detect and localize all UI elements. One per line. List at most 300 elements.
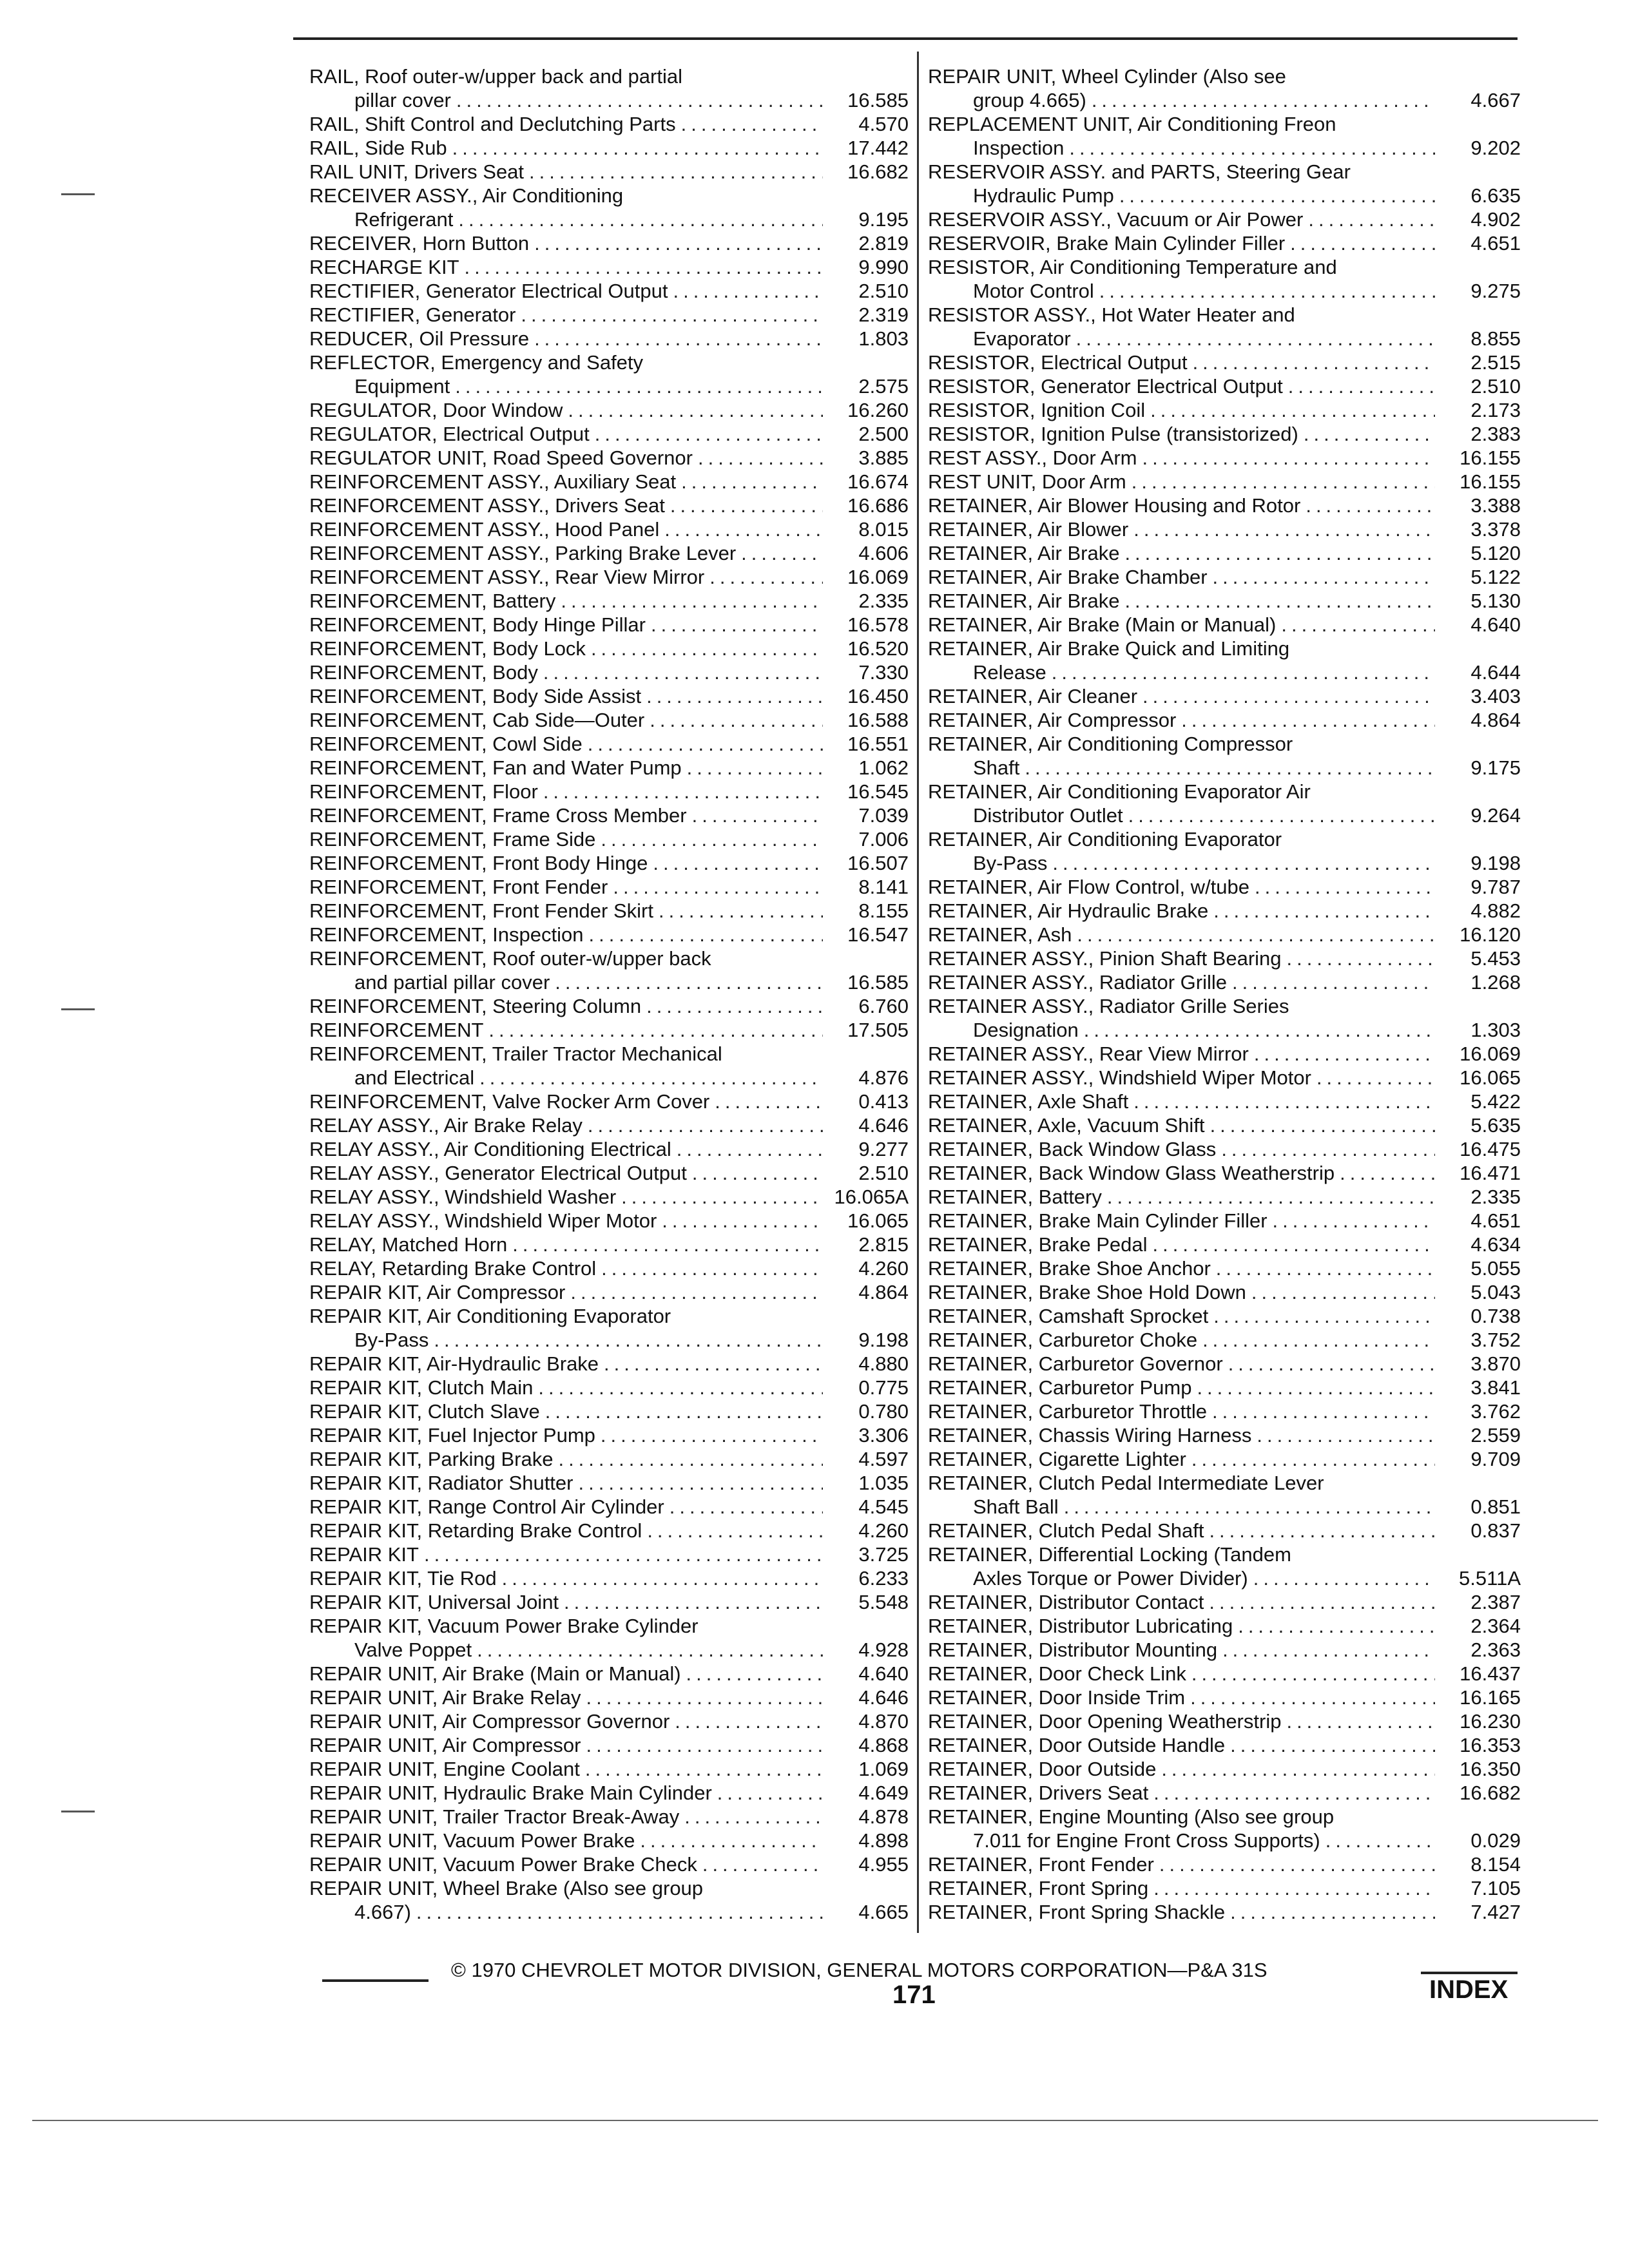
entry-reference: 6.233 bbox=[858, 1567, 909, 1590]
index-entry bbox=[309, 1352, 909, 1376]
entry-reference: 9.202 bbox=[1470, 137, 1521, 159]
entry-name: REPAIR KIT, Fuel Injector Pump bbox=[309, 1424, 595, 1446]
index-entry bbox=[309, 1733, 909, 1757]
dot-leader bbox=[1064, 1495, 1435, 1519]
dot-leader bbox=[646, 994, 823, 1018]
index-entry bbox=[928, 1662, 1521, 1686]
entry-name: REINFORCEMENT, Valve Rocker Arm Cover bbox=[309, 1090, 710, 1113]
dot-leader bbox=[664, 517, 823, 541]
index-entry bbox=[309, 1805, 909, 1829]
dot-leader bbox=[1209, 1590, 1435, 1614]
index-entry bbox=[928, 1614, 1521, 1638]
entry-reference: 1.069 bbox=[858, 1758, 909, 1780]
dot-leader bbox=[1273, 1209, 1435, 1233]
entry-name: RETAINER, Air Brake bbox=[928, 542, 1120, 564]
entry-name: REDUCER, Oil Pressure bbox=[309, 327, 530, 350]
entry-reference: 4.864 bbox=[1470, 709, 1521, 731]
index-entry bbox=[928, 1542, 1521, 1590]
dot-leader bbox=[545, 1399, 823, 1423]
entry-name: Motor Control bbox=[973, 280, 1094, 302]
dot-leader bbox=[434, 1328, 823, 1352]
dot-leader bbox=[670, 494, 823, 517]
dot-leader bbox=[588, 1113, 823, 1137]
dot-leader bbox=[673, 279, 823, 303]
dot-leader bbox=[1133, 517, 1435, 541]
entry-reference: 2.510 bbox=[1470, 375, 1521, 398]
entry-reference: 2.335 bbox=[858, 590, 909, 612]
entry-name: RECTIFIER, Generator Electrical Output bbox=[309, 280, 668, 302]
entry-reference: 5.122 bbox=[1470, 566, 1521, 588]
entry-reference: 5.548 bbox=[858, 1591, 909, 1613]
entry-reference: 16.507 bbox=[847, 852, 909, 874]
entry-name: RETAINER, Chassis Wiring Harness bbox=[928, 1424, 1252, 1446]
dot-leader bbox=[662, 1209, 823, 1233]
entry-name: REINFORCEMENT ASSY., Rear View Mirror bbox=[309, 566, 705, 588]
entry-reference: 9.277 bbox=[858, 1138, 909, 1160]
dot-leader bbox=[687, 756, 823, 780]
index-column-right bbox=[928, 64, 1521, 1924]
entry-reference: 16.551 bbox=[847, 733, 909, 755]
entry-name: group 4.665) bbox=[973, 89, 1086, 111]
dot-leader bbox=[1124, 541, 1435, 565]
entry-reference: 4.651 bbox=[1470, 1209, 1521, 1232]
index-entry bbox=[928, 446, 1521, 470]
dot-leader bbox=[741, 541, 823, 565]
index-entry bbox=[309, 1829, 909, 1852]
entry-reference: 4.868 bbox=[858, 1734, 909, 1756]
dot-leader bbox=[1222, 1638, 1435, 1662]
entry-reference: 3.762 bbox=[1470, 1400, 1521, 1423]
dot-leader bbox=[646, 684, 823, 708]
dot-leader bbox=[1213, 899, 1435, 923]
entry-name: REINFORCEMENT, Steering Column bbox=[309, 995, 642, 1017]
index-entry bbox=[309, 398, 909, 422]
dot-leader bbox=[1209, 1519, 1435, 1542]
entry-name: Equipment bbox=[354, 375, 450, 398]
entry-reference: 16.120 bbox=[1460, 923, 1521, 946]
index-entry bbox=[309, 589, 909, 613]
dot-leader bbox=[1287, 947, 1435, 970]
entry-reference: 16.230 bbox=[1460, 1710, 1521, 1733]
entry-reference: 9.787 bbox=[1470, 876, 1521, 898]
dot-leader bbox=[1325, 1829, 1435, 1852]
index-entry bbox=[928, 1852, 1521, 1876]
index-entry bbox=[309, 1519, 909, 1542]
entry-reference: 16.069 bbox=[847, 566, 909, 588]
index-entry bbox=[928, 875, 1521, 899]
entry-name: RETAINER, Back Window Glass bbox=[928, 1138, 1217, 1160]
dot-leader bbox=[1230, 1900, 1435, 1924]
dot-leader bbox=[1306, 494, 1435, 517]
entry-reference: 7.427 bbox=[1470, 1901, 1521, 1923]
entry-name: 7.011 for Engine Front Cross Supports) bbox=[973, 1829, 1320, 1852]
entry-name: REINFORCEMENT, Body Side Assist bbox=[309, 685, 642, 707]
dot-leader bbox=[715, 1090, 823, 1113]
index-entry bbox=[309, 1686, 909, 1709]
entry-name: REINFORCEMENT, Frame Side bbox=[309, 828, 596, 850]
dot-leader bbox=[561, 589, 823, 613]
dot-leader bbox=[578, 1471, 823, 1495]
entry-name: RELAY, Retarding Brake Control bbox=[309, 1257, 597, 1280]
dot-leader bbox=[502, 1566, 823, 1590]
index-entry bbox=[309, 1614, 909, 1662]
index-entry bbox=[928, 1423, 1521, 1447]
index-entry bbox=[928, 780, 1521, 827]
index-entry bbox=[928, 231, 1521, 255]
entry-name: RETAINER, Air Compressor bbox=[928, 709, 1177, 731]
entry-reference: 5.130 bbox=[1470, 590, 1521, 612]
index-entry bbox=[928, 1399, 1521, 1423]
entry-name: RAIL, Roof outer-w/upper back and partial bbox=[309, 65, 682, 88]
entry-reference: 9.198 bbox=[1470, 852, 1521, 874]
entry-reference: 3.752 bbox=[1470, 1329, 1521, 1351]
entry-reference: 6.760 bbox=[858, 995, 909, 1017]
entry-reference: 16.155 bbox=[1460, 447, 1521, 469]
index-entry bbox=[928, 1304, 1521, 1328]
index-entry bbox=[309, 303, 909, 327]
section-label: INDEX bbox=[1429, 1975, 1509, 2004]
index-entry bbox=[928, 1733, 1521, 1757]
index-entry bbox=[928, 112, 1521, 160]
dot-leader bbox=[1232, 970, 1435, 994]
entry-name: REGULATOR UNIT, Road Speed Governor bbox=[309, 447, 693, 469]
entry-name: RESISTOR, Electrical Output bbox=[928, 351, 1188, 374]
entry-name: RECHARGE KIT bbox=[309, 256, 459, 278]
entry-name: Axles Torque or Power Divider) bbox=[973, 1567, 1248, 1590]
index-entry bbox=[928, 827, 1521, 875]
dot-leader bbox=[709, 565, 823, 589]
entry-name: Release bbox=[973, 661, 1046, 684]
entry-name: REPAIR UNIT, Air Compressor bbox=[309, 1734, 581, 1756]
entry-name: Hydraulic Pump bbox=[973, 184, 1114, 207]
entry-name: RETAINER, Front Spring bbox=[928, 1877, 1149, 1899]
entry-reference: 9.198 bbox=[858, 1329, 909, 1351]
entry-name: RETAINER, Carburetor Throttle bbox=[928, 1400, 1207, 1423]
entry-reference: 3.885 bbox=[858, 447, 909, 469]
entry-name: REINFORCEMENT, Cowl Side bbox=[309, 733, 583, 755]
scan-margin-mark bbox=[61, 1008, 95, 1010]
dot-leader bbox=[543, 780, 823, 803]
entry-reference: 9.175 bbox=[1470, 756, 1521, 779]
entry-reference: 4.878 bbox=[858, 1805, 909, 1828]
entry-reference: 16.585 bbox=[847, 89, 909, 111]
index-entry bbox=[928, 1709, 1521, 1733]
index-entry bbox=[928, 398, 1521, 422]
index-entry bbox=[928, 255, 1521, 303]
entry-reference: 16.069 bbox=[1460, 1043, 1521, 1065]
entry-name: REPAIR KIT bbox=[309, 1543, 419, 1566]
dot-leader bbox=[659, 899, 823, 923]
index-entry bbox=[928, 1256, 1521, 1280]
index-entry bbox=[309, 1376, 909, 1399]
dot-leader bbox=[570, 1280, 823, 1304]
entry-name: Designation bbox=[973, 1019, 1079, 1041]
index-entry bbox=[309, 899, 909, 923]
index-entry bbox=[928, 684, 1521, 708]
index-entry bbox=[309, 708, 909, 732]
entry-name: REINFORCEMENT ASSY., Hood Panel bbox=[309, 518, 660, 541]
entry-name: REINFORCEMENT ASSY., Auxiliary Seat bbox=[309, 470, 677, 493]
entry-name: RETAINER, Distributor Lubricating bbox=[928, 1615, 1233, 1637]
index-entry bbox=[309, 541, 909, 565]
index-entry bbox=[928, 613, 1521, 637]
entry-name: RESISTOR, Generator Electrical Output bbox=[928, 375, 1283, 398]
entry-reference: 4.876 bbox=[858, 1066, 909, 1089]
entry-reference: 2.819 bbox=[858, 232, 909, 255]
entry-name: REPAIR UNIT, Air Brake Relay bbox=[309, 1686, 581, 1709]
dot-leader bbox=[1308, 207, 1435, 231]
entry-name: RESERVOIR ASSY. and PARTS, Steering Gear bbox=[928, 160, 1351, 183]
index-entry bbox=[928, 1280, 1521, 1304]
index-entry bbox=[309, 1852, 909, 1876]
entry-reference: 2.383 bbox=[1470, 423, 1521, 445]
index-entry bbox=[928, 1185, 1521, 1209]
entry-reference: 1.268 bbox=[1470, 971, 1521, 994]
dot-leader bbox=[1304, 422, 1435, 446]
index-entry bbox=[309, 994, 909, 1018]
entry-name: RETAINER, Back Window Glass Weatherstrip bbox=[928, 1162, 1335, 1184]
entry-name: REINFORCEMENT, Front Fender Skirt bbox=[309, 899, 653, 922]
entry-name: RETAINER, Brake Main Cylinder Filler bbox=[928, 1209, 1268, 1232]
entry-reference: 4.646 bbox=[858, 1114, 909, 1137]
index-entry bbox=[309, 160, 909, 184]
index-entry bbox=[309, 327, 909, 351]
entry-reference: 7.006 bbox=[858, 828, 909, 850]
entry-name: RETAINER, Carburetor Pump bbox=[928, 1376, 1192, 1399]
index-entry bbox=[928, 899, 1521, 923]
entry-reference: 3.388 bbox=[1470, 494, 1521, 517]
index-entry bbox=[309, 136, 909, 160]
entry-name: RECEIVER, Horn Button bbox=[309, 232, 530, 255]
entry-reference: 4.665 bbox=[858, 1901, 909, 1923]
index-entry bbox=[309, 231, 909, 255]
index-entry bbox=[309, 827, 909, 851]
entry-name: REPAIR KIT, Air-Hydraulic Brake bbox=[309, 1352, 599, 1375]
entry-reference: 3.378 bbox=[1470, 518, 1521, 541]
index-entry bbox=[928, 1066, 1521, 1090]
entry-name: RETAINER, Carburetor Choke bbox=[928, 1329, 1198, 1351]
dot-leader bbox=[1212, 1399, 1435, 1423]
index-entry bbox=[928, 64, 1521, 112]
entry-reference: 0.738 bbox=[1470, 1305, 1521, 1327]
entry-name: RAIL UNIT, Drivers Seat bbox=[309, 160, 525, 183]
entry-reference: 4.606 bbox=[858, 542, 909, 564]
entry-reference: 2.515 bbox=[1470, 351, 1521, 374]
index-entry bbox=[309, 1447, 909, 1471]
dot-leader bbox=[1084, 1018, 1435, 1042]
entry-reference: 1.803 bbox=[858, 327, 909, 350]
entry-name: RECTIFIER, Generator bbox=[309, 303, 516, 326]
index-entry bbox=[309, 851, 909, 875]
dot-leader bbox=[424, 1542, 823, 1566]
dot-leader bbox=[1191, 1662, 1435, 1686]
index-entry bbox=[309, 756, 909, 780]
entry-name: RELAY, Matched Horn bbox=[309, 1233, 508, 1256]
dot-leader bbox=[647, 1519, 823, 1542]
entry-reference: 4.898 bbox=[858, 1829, 909, 1852]
dot-leader bbox=[604, 1352, 823, 1376]
dot-leader bbox=[1251, 1280, 1435, 1304]
entry-reference: 5.511A bbox=[1459, 1567, 1521, 1590]
column-divider bbox=[917, 52, 919, 1933]
entry-name: RETAINER, Distributor Mounting bbox=[928, 1639, 1218, 1661]
entry-name: Shaft Ball bbox=[973, 1495, 1059, 1518]
index-entry bbox=[928, 160, 1521, 207]
entry-name: REPAIR UNIT, Wheel Cylinder (Also see bbox=[928, 65, 1286, 88]
entry-name: RETAINER, Air Brake bbox=[928, 590, 1120, 612]
entry-reference: 9.264 bbox=[1470, 804, 1521, 827]
entry-name: RELAY ASSY., Air Brake Relay bbox=[309, 1114, 583, 1137]
entry-reference: 16.437 bbox=[1460, 1662, 1521, 1685]
top-rule bbox=[293, 37, 1518, 40]
index-entry bbox=[309, 184, 909, 231]
entry-name: RESISTOR ASSY., Hot Water Heater and bbox=[928, 303, 1295, 326]
index-entry bbox=[309, 255, 909, 279]
entry-name: RETAINER, Distributor Contact bbox=[928, 1591, 1204, 1613]
index-entry bbox=[928, 1757, 1521, 1781]
entry-name: RAIL, Side Rub bbox=[309, 137, 447, 159]
dot-leader bbox=[692, 803, 823, 827]
entry-name: RETAINER, Camshaft Sprocket bbox=[928, 1305, 1209, 1327]
entry-reference: 16.686 bbox=[847, 494, 909, 517]
dot-leader bbox=[1132, 470, 1435, 494]
entry-name: REINFORCEMENT, Fan and Water Pump bbox=[309, 756, 682, 779]
entry-name: REPAIR KIT, Vacuum Power Brake Cylinder bbox=[309, 1615, 699, 1637]
entry-reference: 16.065 bbox=[1460, 1066, 1521, 1089]
entry-reference: 8.155 bbox=[858, 899, 909, 922]
dot-leader bbox=[1230, 1733, 1435, 1757]
dot-leader bbox=[1052, 660, 1435, 684]
entry-name: REPAIR KIT, Tie Rod bbox=[309, 1567, 497, 1590]
entry-name: RESERVOIR ASSY., Vacuum or Air Power bbox=[928, 208, 1304, 231]
entry-reference: 4.570 bbox=[858, 113, 909, 135]
index-entry bbox=[928, 1638, 1521, 1662]
index-entry bbox=[309, 923, 909, 947]
page-number: 171 bbox=[892, 1981, 936, 2009]
dot-leader bbox=[455, 374, 823, 398]
index-entry bbox=[309, 803, 909, 827]
entry-name: REINFORCEMENT, Floor bbox=[309, 780, 538, 803]
entry-reference: 4.902 bbox=[1470, 208, 1521, 231]
dot-leader bbox=[1190, 1686, 1435, 1709]
dot-leader bbox=[586, 1686, 823, 1709]
dot-leader bbox=[1213, 565, 1435, 589]
index-entry bbox=[309, 684, 909, 708]
entry-name: REINFORCEMENT, Frame Cross Member bbox=[309, 804, 687, 827]
index-entry bbox=[928, 1876, 1521, 1900]
entry-reference: 2.319 bbox=[858, 303, 909, 326]
index-entry bbox=[928, 1209, 1521, 1233]
dot-leader bbox=[1161, 1757, 1435, 1781]
entry-name: RETAINER ASSY., Radiator Grille Series bbox=[928, 995, 1289, 1017]
entry-reference: 4.634 bbox=[1470, 1233, 1521, 1256]
index-entry bbox=[309, 780, 909, 803]
dot-leader bbox=[1316, 1066, 1435, 1090]
dot-leader bbox=[416, 1900, 823, 1924]
dot-leader bbox=[512, 1233, 823, 1256]
dot-leader bbox=[702, 1852, 823, 1876]
entry-reference: 4.651 bbox=[1470, 232, 1521, 255]
entry-reference: 0.029 bbox=[1470, 1829, 1521, 1852]
entry-name: RETAINER, Air Blower bbox=[928, 518, 1129, 541]
entry-name: REPAIR UNIT, Trailer Tractor Break-Away bbox=[309, 1805, 680, 1828]
entry-name: RESISTOR, Ignition Coil bbox=[928, 399, 1146, 421]
entry-name: REPAIR UNIT, Vacuum Power Brake bbox=[309, 1829, 635, 1852]
dot-leader bbox=[1202, 1328, 1435, 1352]
index-entry bbox=[309, 565, 909, 589]
index-entry bbox=[928, 541, 1521, 565]
entry-reference: 1.035 bbox=[858, 1472, 909, 1494]
entry-reference: 3.403 bbox=[1470, 685, 1521, 707]
entry-name: RAIL, Shift Control and Declutching Parts bbox=[309, 113, 676, 135]
entry-reference: 16.475 bbox=[1460, 1138, 1521, 1160]
entry-name: Shaft bbox=[973, 756, 1020, 779]
index-entry bbox=[928, 589, 1521, 613]
index-entry bbox=[309, 1709, 909, 1733]
index-entry bbox=[309, 1233, 909, 1256]
entry-reference: 8.141 bbox=[858, 876, 909, 898]
entry-name: By-Pass bbox=[354, 1329, 429, 1351]
entry-name: REINFORCEMENT, Inspection bbox=[309, 923, 584, 946]
entry-name: REPAIR KIT, Air Conditioning Evaporator bbox=[309, 1305, 671, 1327]
entry-reference: 0.775 bbox=[858, 1376, 909, 1399]
entry-name: pillar cover bbox=[354, 89, 451, 111]
copyright-notice: © 1970 CHEVROLET MOTOR DIVISION, GENERAL MOTORS CORPORATION—P&A 31S bbox=[451, 1959, 1268, 1981]
entry-name: RETAINER, Brake Shoe Hold Down bbox=[928, 1281, 1246, 1303]
entry-name: RETAINER ASSY., Windshield Wiper Motor bbox=[928, 1066, 1311, 1089]
index-entry bbox=[309, 1209, 909, 1233]
entry-reference: 2.363 bbox=[1470, 1639, 1521, 1661]
entry-reference: 16.165 bbox=[1460, 1686, 1521, 1709]
entry-name: RETAINER, Air Brake (Main or Manual) bbox=[928, 613, 1277, 636]
entry-name: RETAINER, Brake Pedal bbox=[928, 1233, 1148, 1256]
entry-name: RETAINER, Door Check Link bbox=[928, 1662, 1186, 1685]
entry-reference: 4.260 bbox=[858, 1257, 909, 1280]
entry-name: REPAIR UNIT, Vacuum Power Brake Check bbox=[309, 1853, 697, 1876]
entry-reference: 2.500 bbox=[858, 423, 909, 445]
dot-leader bbox=[1255, 875, 1435, 899]
index-entry bbox=[928, 637, 1521, 684]
entry-name: REST ASSY., Door Arm bbox=[928, 447, 1137, 469]
entry-reference: 5.043 bbox=[1470, 1281, 1521, 1303]
dot-leader bbox=[1153, 1876, 1435, 1900]
entry-reference: 4.646 bbox=[858, 1686, 909, 1709]
entry-reference: 9.195 bbox=[858, 208, 909, 231]
dot-leader bbox=[479, 1066, 823, 1090]
entry-name: RETAINER, Door Opening Weatherstrip bbox=[928, 1710, 1282, 1733]
index-entry bbox=[928, 494, 1521, 517]
entry-reference: 16.682 bbox=[1460, 1782, 1521, 1804]
entry-name: and partial pillar cover bbox=[354, 971, 550, 994]
entry-reference: 16.520 bbox=[847, 637, 909, 660]
index-entry bbox=[928, 470, 1521, 494]
entry-name: RETAINER, Front Spring Shackle bbox=[928, 1901, 1226, 1923]
dot-leader bbox=[534, 327, 823, 351]
dot-leader bbox=[1221, 1137, 1435, 1161]
entry-reference: 5.453 bbox=[1470, 947, 1521, 970]
entry-reference: 2.510 bbox=[858, 1162, 909, 1184]
index-entry bbox=[309, 351, 909, 398]
index-entry bbox=[928, 517, 1521, 541]
index-entry bbox=[309, 494, 909, 517]
dot-leader bbox=[521, 303, 823, 327]
dot-leader bbox=[1213, 1304, 1435, 1328]
index-entry bbox=[928, 1233, 1521, 1256]
index-entry bbox=[928, 1090, 1521, 1113]
entry-name: REFLECTOR, Emergency and Safety bbox=[309, 351, 644, 374]
dot-leader bbox=[595, 422, 823, 446]
index-entry bbox=[309, 64, 909, 112]
